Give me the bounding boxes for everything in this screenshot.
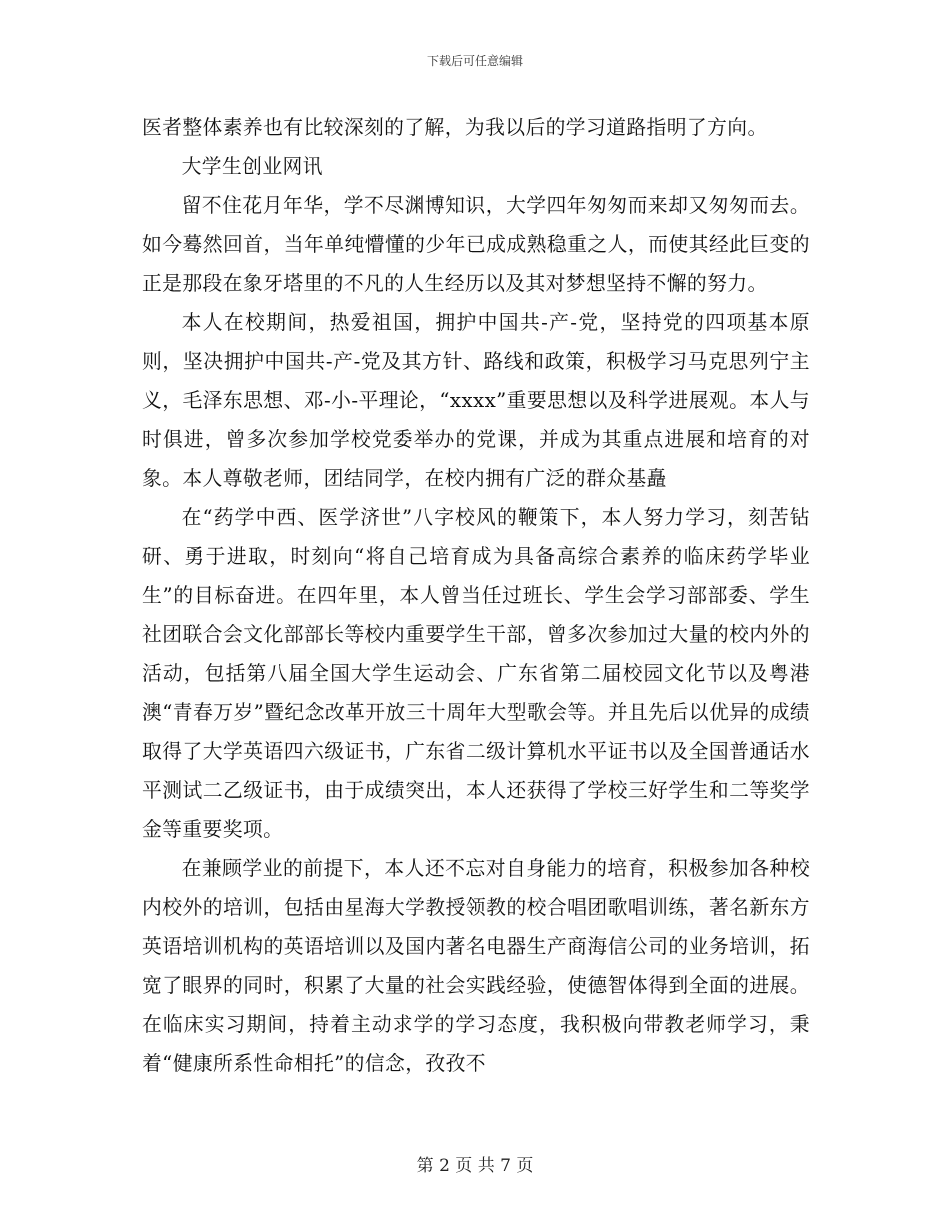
- paragraph: 本人在校期间，热爱祖国，拥护中国共-产-党，坚持党的四项基本原则，坚决拥护中国共-产-党及其方针、路线和政策，积极学习马克思列宁主义，毛泽东思想、邓-小-平理论，“xxxx”重要思想以及科学进展观。本人与时俱进，曾多次参加学校党委举办的党课，并成为其重点进展和培育的对象。本人尊敬老师，团结同学，在校内拥有广泛的群众基矗: [142, 311, 810, 490]
- paragraph: 在“药学中西、医学济世”八字校风的鞭策下，本人努力学习，刻苦钻研、勇于进取，时刻向“将自己培育成为具备高综合素养的临床药学毕业生”的目标奋进。在四年里，本人曾当任过班长、学生会学习部部委、学生社团联合会文化部部长等校内重要学生干部，曾多次参加过大量的校内外的活动，包括第八届全国大学生运动会、广东省第二届校园文化节以及粤港澳“青春万岁”暨纪念改革开放三十周年大型歌会等。并且先后以优异的成绩取得了大学英语四六级证书，广东省二级计算机水平证书以及全国普通话水平测试二乙级证书，由于成绩突出，本人还获得了学校三好学生和二等奖学金等重要奖项。: [142, 506, 810, 841]
- paragraph: 在兼顾学业的前提下，本人还不忘对自身能力的培育，积极参加各种校内校外的培训，包括由星海大学教授领教的校合唱团歌唱训练，著名新东方英语培训机构的英语培训以及国内著名电器生产商海信公司的业务培训，拓宽了眼界的同时，积累了大量的社会实践经验，使德智体得到全面的进展。在临床实习期间，持着主动求学的学习态度，我积极向带教老师学习，秉着“健康所系性命相托”的信念，孜孜不: [142, 857, 810, 1075]
- document-body: [142, 108, 810, 1083]
- page-header: 下载后可任意编辑: [426, 54, 523, 68]
- page-number-footer: 第 2 页 共 7 页: [416, 1156, 534, 1176]
- paragraph-continuation: 医者整体素养也有比较深刻的了解，为我以后的学习道路指明了方向。: [142, 116, 768, 139]
- paragraph: 留不住花月年华，学不尽渊博知识，大学四年匆匆而来却又匆匆而去。如今蓦然回首，当年单纯懵懂的少年已成成熟稳重之人，而使其经此巨变的正是那段在象牙塔里的不凡的人生经历以及其对梦想坚持不懈的努力。: [142, 194, 810, 295]
- section-heading: 大学生创业网讯: [181, 155, 323, 178]
